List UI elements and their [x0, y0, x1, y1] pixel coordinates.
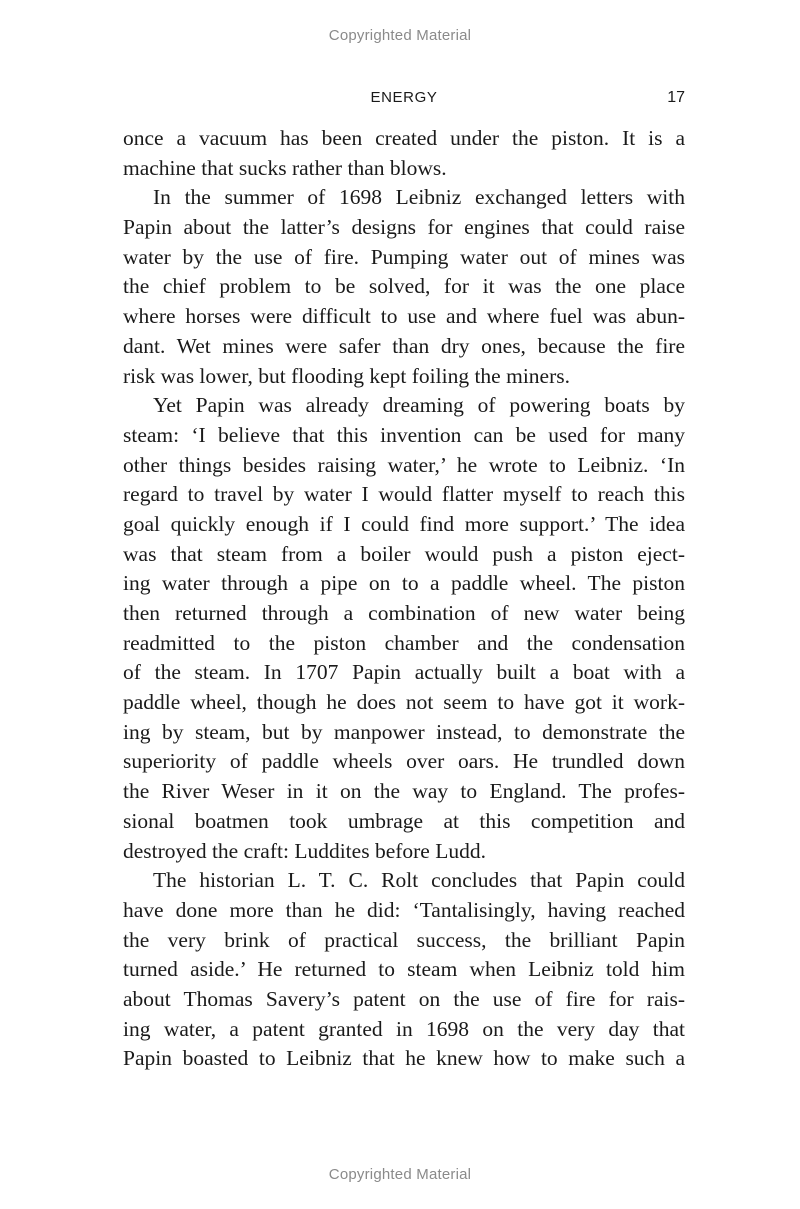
text-line: Yet Papin was already dreaming of powering boats by: [153, 393, 685, 418]
text-line: machine that sucks rather than blows.: [123, 155, 447, 180]
running-head: [123, 89, 685, 109]
chapter-title: ENERGY: [370, 89, 438, 106]
text-line: superiority of paddle wheels over oars. He trundled down: [123, 749, 685, 774]
text-line: risk was lower, but flooding kept foiling the miners.: [123, 363, 570, 388]
text-line: ing by steam, but by manpower instead, to demonstrate the: [123, 719, 685, 744]
text-line: was that steam from a boiler would push a piston eject-: [123, 541, 685, 566]
text-line: ing water, a patent granted in 1698 on the very day that: [123, 1016, 685, 1041]
text-line: dant. Wet mines were safer than dry ones, because the fire: [123, 333, 685, 358]
text-line: have done more than he did: ‘Tantalisingly, having reached: [123, 897, 685, 922]
text-line: where horses were difficult to use and where fuel was abun-: [123, 304, 685, 329]
text-line: the River Weser in it on the way to England. The profes-: [123, 779, 685, 804]
paragraph-4: [123, 866, 685, 1074]
paragraph-3: [123, 391, 685, 866]
text-line: then returned through a combination of new water being: [123, 601, 685, 625]
text-line: destroyed the craft: Luddites before Ludd.: [123, 838, 486, 863]
text-line: steam: ‘I believe that this invention can be used for many: [123, 422, 685, 447]
text-line: other things besides raising water,’ he wrote to Leibniz. ‘In: [123, 452, 685, 477]
text-line: turned aside.’ He returned to steam when Leibniz told him: [123, 957, 685, 982]
text-line: about Thomas Savery’s patent on the use of fire for rais-: [123, 986, 685, 1011]
text-line: sional boatmen took umbrage at this competition and: [123, 808, 685, 833]
text-line: Papin about the latter’s designs for engines that could raise: [123, 215, 685, 240]
text-line: once a vacuum has been created under the piston. It is a: [123, 126, 685, 150]
text-line: the chief problem to be solved, for it was the one place: [123, 274, 685, 299]
copyright-watermark-bottom: Copyrighted Material: [328, 1166, 472, 1183]
text-line: of the steam. In 1707 Papin actually built a boat with a: [123, 660, 685, 685]
text-line: paddle wheel, though he does not seem to have got it work-: [123, 690, 685, 715]
text-line: Papin boasted to Leibniz that he knew how to make such a: [123, 1046, 685, 1071]
paragraph-1: [123, 124, 685, 183]
text-line: goal quickly enough if I could find more support.’ The idea: [123, 511, 685, 536]
copyright-watermark-top: Copyrighted Material: [328, 27, 472, 44]
paragraph-2: [123, 183, 685, 391]
text-line: In the summer of 1698 Leibniz exchanged letters with: [153, 185, 685, 210]
text-line: water by the use of fire. Pumping water out of mines was: [123, 244, 685, 269]
page-number: 17: [667, 89, 685, 106]
body-text: [123, 124, 685, 1074]
text-line: The historian L. T. C. Rolt concludes that Papin could: [153, 868, 685, 893]
text-line: readmitted to the piston chamber and the condensation: [123, 630, 685, 655]
text-line: ing water through a pipe on to a paddle wheel. The piston: [123, 571, 685, 596]
text-line: regard to travel by water I would flatter myself to reach this: [123, 482, 685, 507]
text-line: the very brink of practical success, the brilliant Papin: [123, 927, 685, 952]
